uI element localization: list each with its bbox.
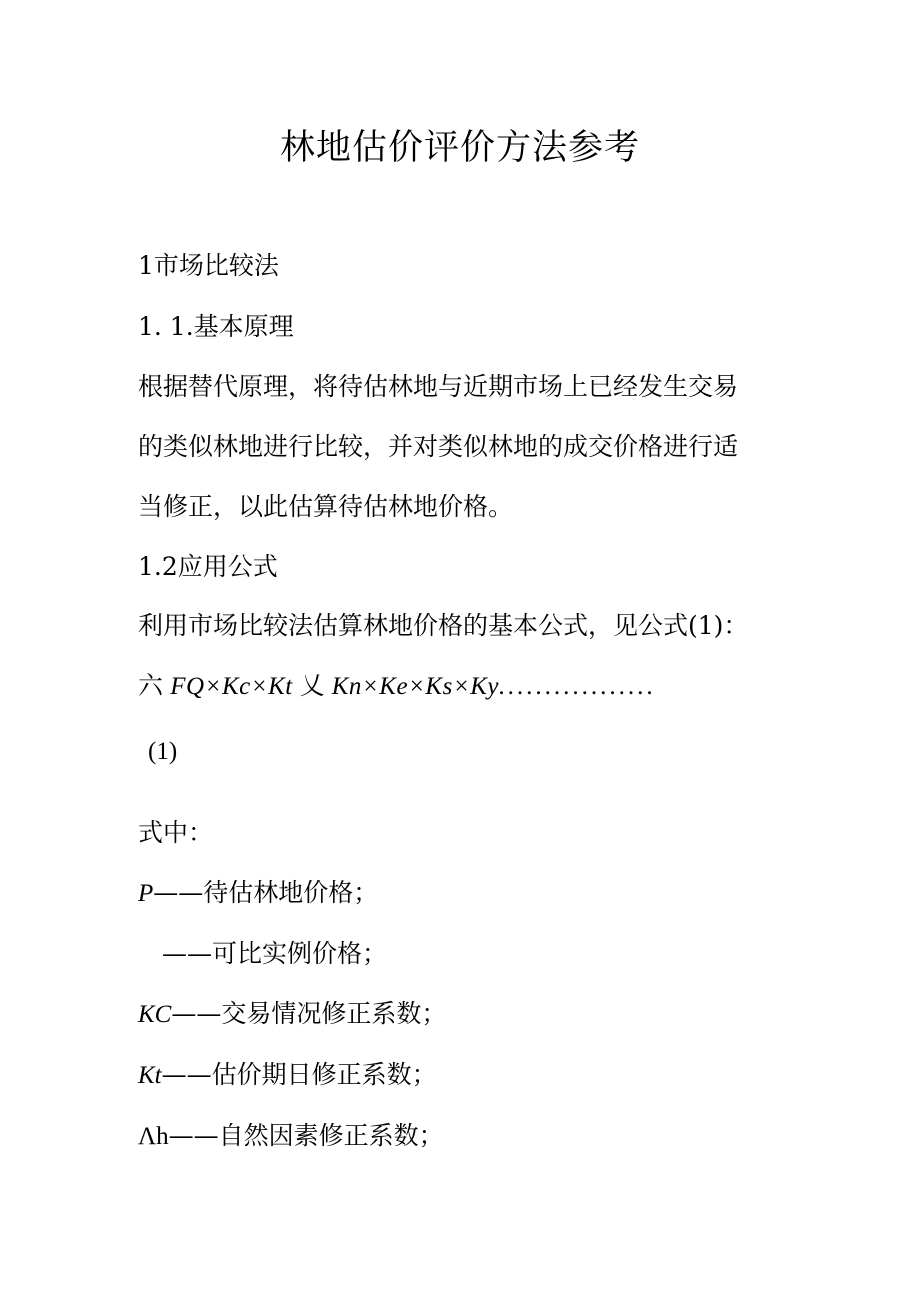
definition-text: ——待估林地价格；	[153, 878, 379, 907]
paragraph-line: 的类似林地进行比较，并对类似林地的成交价格进行适	[138, 432, 739, 461]
formula-leader-dots: .................	[498, 673, 657, 700]
where-label: 式中：	[138, 818, 214, 847]
subsection-heading-formula: 1.2应用公式	[138, 552, 278, 581]
formula-intro: 利用市场比较法估算林地价格的基本公式，见公式(1)：	[138, 611, 749, 640]
definition-symbol: Kt	[138, 1062, 162, 1089]
definition-item	[138, 1120, 444, 1153]
definition-symbol: Λh	[138, 1123, 169, 1150]
definition-item	[162, 938, 387, 971]
formula-part-b: Kn×Ke×Ks×Ky	[331, 673, 499, 700]
definition-text: ——自然因素修正系数；	[168, 1121, 444, 1150]
paragraph-line: 当修正，以此估算待估林地价格。	[138, 492, 514, 521]
formula-part-a: FQ×Kc×Kt	[170, 673, 293, 700]
formula-lead-glyph: 六	[138, 671, 164, 700]
paragraph-line: 根据替代原理，将待估林地与近期市场上已经发生交易	[138, 372, 739, 401]
definition-symbol: KC	[138, 1001, 172, 1028]
formula-line	[138, 670, 656, 703]
definition-item	[138, 998, 446, 1031]
definition-item	[138, 1059, 437, 1092]
formula-mid-glyph: 乂	[299, 671, 325, 700]
definition-text: ——可比实例价格；	[162, 939, 388, 968]
subsection-heading-basic-principle: 1. 1.基本原理	[138, 312, 294, 341]
definition-text: ——交易情况修正系数；	[171, 999, 447, 1028]
document-title: 林地估价评价方法参考	[279, 128, 640, 168]
section-heading-market-comparison: 1市场比较法	[138, 251, 279, 280]
definition-item	[138, 877, 378, 910]
definition-text: ——估价期日修正系数；	[161, 1060, 437, 1089]
formula-number: (1)	[148, 738, 178, 765]
definition-symbol: P	[138, 880, 154, 907]
